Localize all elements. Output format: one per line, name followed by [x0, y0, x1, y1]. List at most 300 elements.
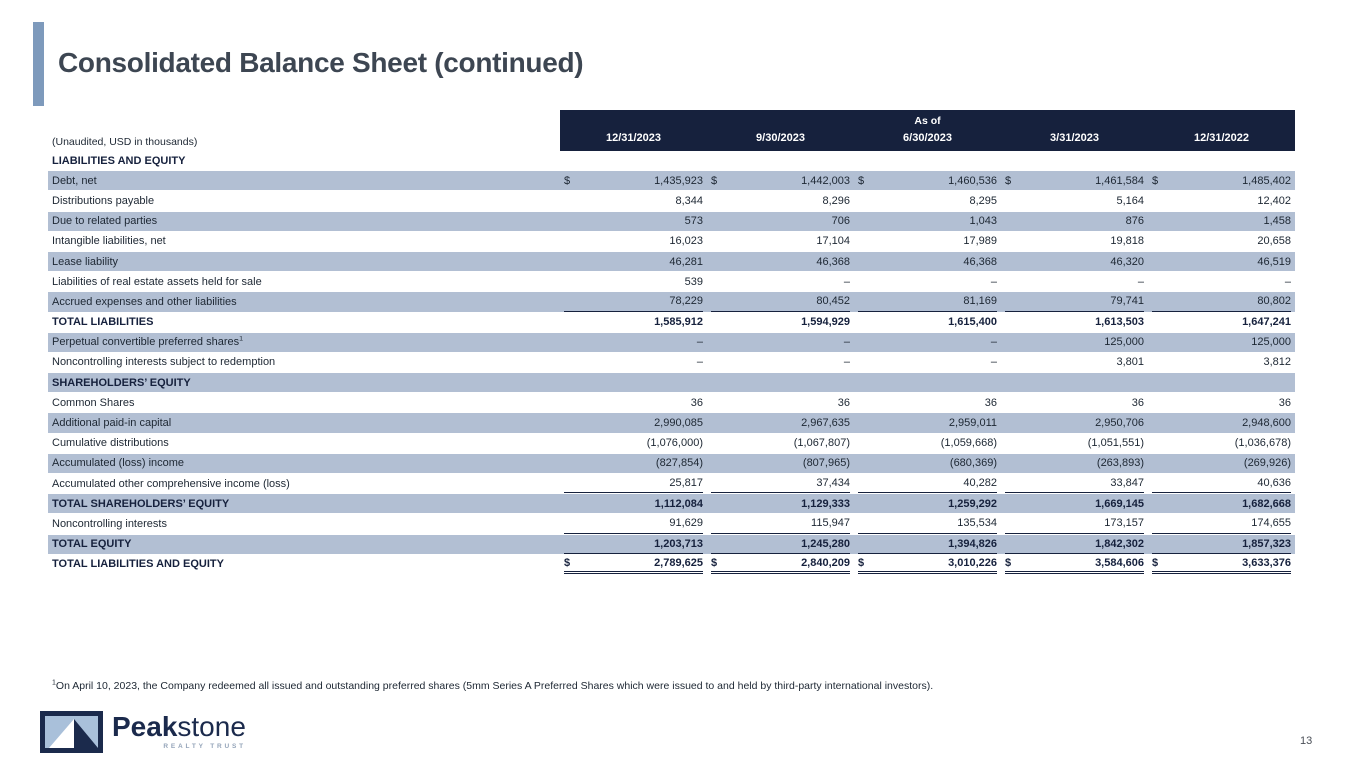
- value-cell: [1001, 413, 1148, 432]
- cell-value: 17,989: [963, 235, 997, 248]
- dollar-sign: $: [1005, 556, 1012, 569]
- value-cell: [1148, 555, 1295, 574]
- cell-value: 1,647,241: [1242, 316, 1291, 329]
- value-cell-inner: [1152, 514, 1291, 533]
- as-of-label: As of: [914, 115, 941, 127]
- value-cell: [1148, 292, 1295, 311]
- value-cell-inner: [564, 535, 703, 554]
- cell-value: 3,812: [1263, 356, 1291, 369]
- cell-value: 1,043: [969, 215, 997, 228]
- value-cell: [854, 555, 1001, 574]
- value-cell: [1148, 454, 1295, 473]
- value-cell: [1148, 393, 1295, 412]
- cell-value: (1,067,807): [793, 437, 850, 450]
- cell-value: –: [843, 336, 850, 349]
- value-cell: [1148, 494, 1295, 513]
- value-cell-inner: [1152, 555, 1291, 574]
- cell-value: 1,435,923: [654, 174, 703, 187]
- value-cell-inner: [1005, 413, 1144, 432]
- value-cell: [707, 212, 854, 231]
- value-cell: [560, 333, 707, 352]
- row-label: Intangible liabilities, net: [52, 235, 166, 248]
- cell-value: 1,461,584: [1095, 174, 1144, 187]
- value-cell-inner: [858, 292, 997, 311]
- value-cell: [1001, 272, 1148, 291]
- mountain-logo-icon: [40, 711, 103, 753]
- value-cell-inner: [564, 494, 703, 513]
- row-label: Noncontrolling interests: [52, 517, 167, 530]
- value-cell: [707, 191, 854, 210]
- cell-value: 36: [690, 396, 703, 409]
- value-cell-inner: [711, 272, 850, 291]
- cell-value: 8,295: [969, 194, 997, 207]
- value-cell-inner: [1152, 313, 1291, 332]
- table-row: [48, 313, 1295, 333]
- logo-wordmark: [112, 713, 246, 741]
- row-label: Additional paid-in capital: [52, 417, 172, 430]
- table-body: [48, 151, 1295, 575]
- value-cell: [1001, 434, 1148, 453]
- value-cell-inner: [1152, 151, 1291, 170]
- value-cell: [1001, 494, 1148, 513]
- value-cell: [560, 232, 707, 251]
- value-cell-inner: [564, 292, 703, 311]
- value-cell: [707, 494, 854, 513]
- value-cell-inner: [858, 252, 997, 271]
- page-title: Consolidated Balance Sheet (continued): [58, 47, 584, 78]
- value-cell: [707, 474, 854, 493]
- cell-value: 36: [984, 396, 997, 409]
- unit-label: (Unaudited, USD in thousands): [52, 136, 198, 148]
- value-cell: [560, 292, 707, 311]
- value-cell-inner: [1152, 535, 1291, 554]
- row-label: Lease liability: [52, 255, 119, 268]
- value-cell: [1148, 474, 1295, 493]
- cell-value: 37,434: [816, 477, 850, 490]
- cell-value: 1,613,503: [1095, 316, 1144, 329]
- value-cell: [1001, 514, 1148, 533]
- value-cell-inner: [858, 191, 997, 210]
- value-cell: [1148, 191, 1295, 210]
- logo-subtitle: REALTY TRUST: [163, 743, 246, 750]
- value-cell: [560, 212, 707, 231]
- value-cell: [854, 434, 1001, 453]
- cell-value: 173,157: [1104, 517, 1144, 530]
- value-cell-inner: [711, 434, 850, 453]
- title-accent-bar: [33, 22, 44, 106]
- cell-value: 40,282: [963, 477, 997, 490]
- value-cell-inner: [1152, 434, 1291, 453]
- cell-value: 539: [684, 275, 703, 288]
- footnote-text: On April 10, 2023, the Company redeemed all issued and outstanding preferred shares (5mm Series A Preferred Shares which were issued to and held by third-party international investors).: [55, 680, 934, 692]
- value-cell: [854, 191, 1001, 210]
- cell-value: 46,368: [816, 255, 850, 268]
- as-of-header-block: [560, 110, 1295, 151]
- value-cell-inner: [1152, 171, 1291, 190]
- value-cell: [1001, 232, 1148, 251]
- value-cell-inner: [1005, 232, 1144, 251]
- row-label: TOTAL SHAREHOLDERS’ EQUITY: [52, 497, 230, 510]
- value-cell-inner: [564, 434, 703, 453]
- value-cell-inner: [1005, 393, 1144, 412]
- cell-value: 2,789,625: [654, 556, 703, 569]
- value-cell-inner: [1152, 454, 1291, 473]
- value-cell-inner: [564, 232, 703, 251]
- cell-value: 2,950,706: [1095, 417, 1144, 430]
- cell-value: 19,818: [1110, 235, 1144, 248]
- cell-value: 40,636: [1257, 477, 1291, 490]
- table-row: [48, 292, 1295, 312]
- value-cell-inner: [711, 514, 850, 533]
- cell-value: 1,259,292: [948, 497, 997, 510]
- value-cell-inner: [711, 333, 850, 352]
- value-cell-inner: [564, 313, 703, 332]
- value-cell-inner: [564, 272, 703, 291]
- value-cell-inner: [564, 171, 703, 190]
- value-cell-inner: [711, 232, 850, 251]
- cell-value: (263,893): [1096, 457, 1144, 470]
- cell-value: 25,817: [669, 477, 703, 490]
- value-cell: [560, 393, 707, 412]
- value-cell: [560, 454, 707, 473]
- value-cell: [1001, 555, 1148, 574]
- cell-value: 1,594,929: [801, 316, 850, 329]
- value-cell: [1001, 313, 1148, 332]
- value-cell: [1001, 474, 1148, 493]
- column-date-header: 12/31/2023: [605, 132, 662, 144]
- value-cell: [560, 272, 707, 291]
- value-cell: [1001, 171, 1148, 190]
- table-header: [48, 110, 1295, 151]
- value-cell-inner: [711, 413, 850, 432]
- cell-value: (680,369): [949, 457, 997, 470]
- value-cell: [560, 171, 707, 190]
- cell-value: 1,842,302: [1095, 537, 1144, 550]
- value-cell-inner: [564, 393, 703, 412]
- value-cell: [560, 313, 707, 332]
- value-cell: [1001, 454, 1148, 473]
- cell-value: 125,000: [1104, 336, 1144, 349]
- value-cell: [854, 353, 1001, 372]
- value-cell: [560, 353, 707, 372]
- value-cell: [1148, 171, 1295, 190]
- cell-value: 46,281: [669, 255, 703, 268]
- value-cell-inner: [711, 313, 850, 332]
- row-label: Accumulated other comprehensive income (loss): [52, 477, 290, 490]
- dollar-sign: $: [564, 174, 571, 187]
- table-row: [48, 535, 1295, 555]
- cell-value: (269,926): [1243, 457, 1291, 470]
- table-row: [48, 514, 1295, 534]
- cell-value: (1,051,551): [1087, 437, 1144, 450]
- cell-value: 2,840,209: [801, 556, 850, 569]
- column-date-header: 6/30/2023: [903, 132, 952, 144]
- cell-value: 46,519: [1257, 255, 1291, 268]
- value-cell: [854, 454, 1001, 473]
- row-label: Cumulative distributions: [52, 437, 169, 450]
- value-cell-inner: [858, 272, 997, 291]
- value-cell-inner: [858, 494, 997, 513]
- cell-value: 1,460,536: [948, 174, 997, 187]
- value-cell: [707, 434, 854, 453]
- value-cell-inner: [858, 514, 997, 533]
- value-cell-inner: [858, 313, 997, 332]
- cell-value: 3,633,376: [1242, 556, 1291, 569]
- cell-value: 20,658: [1257, 235, 1291, 248]
- column-date-header: 3/31/2023: [1050, 132, 1099, 144]
- value-cell: [560, 191, 707, 210]
- value-cell-inner: [1005, 333, 1144, 352]
- logo-text: [112, 713, 246, 750]
- value-cell: [854, 333, 1001, 352]
- value-cell: [707, 232, 854, 251]
- cell-value: 876: [1125, 215, 1144, 228]
- value-cell-inner: [711, 353, 850, 372]
- value-cell: [1001, 393, 1148, 412]
- value-cell: [560, 151, 707, 170]
- value-cell-inner: [858, 232, 997, 251]
- value-cell-inner: [1005, 514, 1144, 533]
- row-label: TOTAL EQUITY: [52, 538, 132, 551]
- table-row: [48, 474, 1295, 494]
- value-cell: [1148, 434, 1295, 453]
- value-cell-inner: [564, 454, 703, 473]
- row-label: TOTAL LIABILITIES: [52, 316, 154, 329]
- dollar-sign: $: [564, 556, 571, 569]
- row-label: Debt, net: [52, 174, 97, 187]
- cell-value: 1,442,003: [801, 174, 850, 187]
- value-cell: [854, 535, 1001, 554]
- value-cell-inner: [1005, 212, 1144, 231]
- value-cell-inner: [858, 373, 997, 392]
- value-cell: [1001, 333, 1148, 352]
- cell-value: 91,629: [669, 517, 703, 530]
- value-cell-inner: [1152, 333, 1291, 352]
- value-cell-inner: [711, 292, 850, 311]
- value-cell: [1148, 373, 1295, 392]
- value-cell-inner: [1005, 555, 1144, 574]
- table-row: [48, 252, 1295, 272]
- table-row: [48, 434, 1295, 454]
- column-date-header: 12/31/2022: [1193, 132, 1250, 144]
- value-cell: [707, 413, 854, 432]
- value-cell-inner: [1152, 252, 1291, 271]
- cell-value: 81,169: [963, 295, 997, 308]
- value-cell-inner: [564, 353, 703, 372]
- value-cell: [707, 272, 854, 291]
- cell-value: 3,010,226: [948, 556, 997, 569]
- value-cell: [854, 171, 1001, 190]
- value-cell: [707, 373, 854, 392]
- table-row: [48, 232, 1295, 252]
- peakstone-logo: [40, 711, 246, 753]
- dollar-sign: $: [1005, 174, 1012, 187]
- value-cell-inner: [858, 454, 997, 473]
- table-row: [48, 393, 1295, 413]
- cell-value: –: [843, 275, 850, 288]
- cell-value: (1,036,678): [1234, 437, 1291, 450]
- value-cell: [1148, 272, 1295, 291]
- value-cell: [854, 313, 1001, 332]
- cell-value: 1,112,084: [654, 497, 703, 510]
- value-cell: [854, 292, 1001, 311]
- table-row: [48, 413, 1295, 433]
- value-cell-inner: [1005, 454, 1144, 473]
- value-cell: [854, 474, 1001, 493]
- value-cell: [1148, 313, 1295, 332]
- value-cell-inner: [1005, 151, 1144, 170]
- cell-value: 706: [831, 215, 850, 228]
- value-cell: [560, 494, 707, 513]
- cell-value: –: [990, 275, 997, 288]
- value-cell-inner: [1005, 434, 1144, 453]
- cell-value: 17,104: [816, 235, 850, 248]
- value-cell: [854, 212, 1001, 231]
- value-cell: [1001, 212, 1148, 231]
- value-cell: [854, 151, 1001, 170]
- value-cell: [1148, 252, 1295, 271]
- table-row: [48, 454, 1295, 474]
- cell-value: 80,802: [1257, 295, 1291, 308]
- value-cell-inner: [1152, 292, 1291, 311]
- value-cell-inner: [1152, 393, 1291, 412]
- cell-value: –: [696, 356, 703, 369]
- row-label: Noncontrolling interests subject to redemption: [52, 356, 276, 369]
- cell-value: 1,458: [1263, 215, 1291, 228]
- value-cell-inner: [1152, 272, 1291, 291]
- value-cell: [707, 313, 854, 332]
- cell-value: 1,203,713: [654, 537, 703, 550]
- value-cell: [1148, 212, 1295, 231]
- row-label: Liabilities of real estate assets held for sale: [52, 275, 262, 288]
- value-cell-inner: [1005, 353, 1144, 372]
- value-cell: [1001, 191, 1148, 210]
- value-cell-inner: [711, 555, 850, 574]
- value-cell-inner: [564, 151, 703, 170]
- dollar-sign: $: [858, 174, 865, 187]
- value-cell-inner: [1005, 535, 1144, 554]
- value-cell: [560, 434, 707, 453]
- cell-value: 1,485,402: [1242, 174, 1291, 187]
- value-cell-inner: [1152, 413, 1291, 432]
- value-cell-inner: [564, 252, 703, 271]
- value-cell: [707, 393, 854, 412]
- value-cell-inner: [858, 393, 997, 412]
- value-cell: [854, 514, 1001, 533]
- cell-value: 2,959,011: [948, 417, 997, 430]
- table-row: [48, 191, 1295, 211]
- value-cell-inner: [564, 333, 703, 352]
- value-cell: [1148, 535, 1295, 554]
- cell-value: 80,452: [816, 295, 850, 308]
- value-cell: [707, 171, 854, 190]
- date-header-row: [560, 127, 1295, 151]
- value-cell: [1001, 252, 1148, 271]
- value-cell: [1001, 535, 1148, 554]
- value-cell: [707, 252, 854, 271]
- value-cell-inner: [1152, 373, 1291, 392]
- cell-value: –: [990, 356, 997, 369]
- value-cell-inner: [564, 514, 703, 533]
- value-cell-inner: [711, 171, 850, 190]
- value-cell-inner: [1152, 232, 1291, 251]
- value-cell: [854, 252, 1001, 271]
- table-row: [48, 373, 1295, 393]
- cell-value: –: [990, 336, 997, 349]
- value-cell: [1001, 373, 1148, 392]
- value-cell-inner: [1152, 353, 1291, 372]
- cell-value: 36: [1131, 396, 1144, 409]
- value-cell-inner: [711, 252, 850, 271]
- value-cell: [1148, 333, 1295, 352]
- cell-value: 1,129,333: [801, 497, 850, 510]
- table-row: [48, 151, 1295, 171]
- value-cell: [1001, 353, 1148, 372]
- value-cell: [854, 272, 1001, 291]
- cell-value: –: [1137, 275, 1144, 288]
- value-cell: [1148, 413, 1295, 432]
- value-cell-inner: [858, 413, 997, 432]
- table-row: [48, 494, 1295, 514]
- cell-value: 8,344: [675, 194, 703, 207]
- value-cell-inner: [1005, 313, 1144, 332]
- value-cell: [560, 252, 707, 271]
- value-cell-inner: [858, 212, 997, 231]
- value-cell-inner: [858, 333, 997, 352]
- cell-value: 5,164: [1116, 194, 1144, 207]
- value-cell: [707, 454, 854, 473]
- cell-value: 1,585,912: [654, 316, 703, 329]
- value-cell-inner: [1152, 191, 1291, 210]
- value-cell: [1001, 151, 1148, 170]
- table-row: [48, 333, 1295, 353]
- cell-value: 135,534: [957, 517, 997, 530]
- cell-value: (807,965): [802, 457, 850, 470]
- cell-value: 46,368: [963, 255, 997, 268]
- value-cell-inner: [858, 171, 997, 190]
- table-row: [48, 171, 1295, 191]
- cell-value: 78,229: [669, 295, 703, 308]
- cell-value: 1,682,668: [1242, 497, 1291, 510]
- value-cell-inner: [1152, 494, 1291, 513]
- value-cell: [707, 353, 854, 372]
- balance-sheet-table: [48, 110, 1295, 575]
- value-cell-inner: [711, 191, 850, 210]
- value-cell-inner: [1005, 292, 1144, 311]
- value-cell-inner: [564, 191, 703, 210]
- table-row: [48, 272, 1295, 292]
- value-cell: [560, 373, 707, 392]
- value-cell-inner: [1005, 494, 1144, 513]
- value-cell: [560, 413, 707, 432]
- value-cell: [1148, 353, 1295, 372]
- value-cell: [1001, 292, 1148, 311]
- cell-value: 33,847: [1110, 477, 1144, 490]
- cell-value: –: [843, 356, 850, 369]
- footnote: [52, 680, 1292, 692]
- dollar-sign: $: [1152, 174, 1159, 187]
- cell-value: –: [1284, 275, 1291, 288]
- value-cell-inner: [711, 494, 850, 513]
- value-cell-inner: [1005, 272, 1144, 291]
- dollar-sign: $: [1152, 556, 1159, 569]
- cell-value: 174,655: [1251, 517, 1291, 530]
- row-label: LIABILITIES AND EQUITY: [52, 154, 186, 167]
- value-cell-inner: [1005, 171, 1144, 190]
- cell-value: 1,245,280: [801, 537, 850, 550]
- value-cell: [854, 494, 1001, 513]
- cell-value: 8,296: [822, 194, 850, 207]
